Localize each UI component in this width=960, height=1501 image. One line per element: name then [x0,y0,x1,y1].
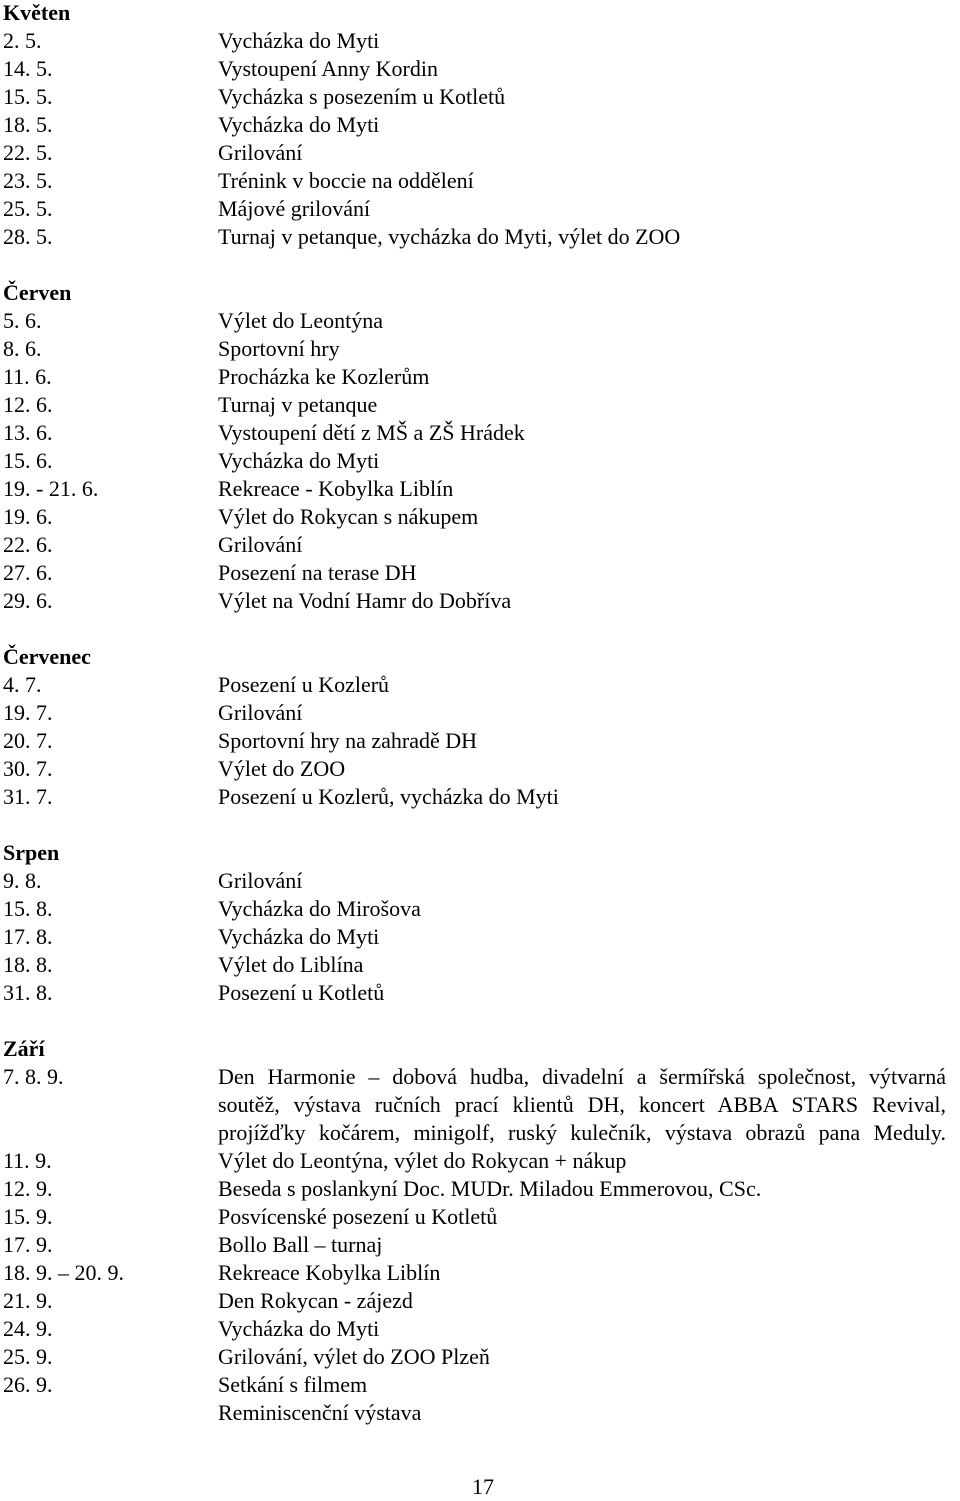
event-description [218,1259,960,1287]
event-row [0,1147,960,1175]
event-row [0,1287,960,1315]
event-description-line: Turnaj v petanque, vycházka do Myti, výlet do ZOO [218,224,681,249]
event-description [218,27,960,55]
event-description [218,1063,960,1147]
event-row [0,671,960,699]
event-date: 26. 9. [3,1372,53,1397]
event-row [0,783,960,811]
event-description-line: Grilování [218,140,303,165]
event-description-line: soutěž, výstava ručních prací klientů DH, koncert ABBA STARS Revival, [218,1092,946,1117]
event-date: 31. 8. [3,980,53,1005]
event-description [218,587,960,615]
event-date: 7. 8. 9. [3,1064,64,1089]
event-row [0,1259,960,1287]
event-date: 30. 7. [3,756,53,781]
event-date: 31. 7. [3,784,53,809]
event-date: 18. 9. – 20. 9. [3,1260,124,1285]
event-date: 4. 7. [3,672,42,697]
event-date: 18. 5. [3,112,53,137]
event-date: 19. - 21. 6. [3,476,99,501]
event-date: 11. 9. [3,1148,52,1173]
event-description [218,111,960,139]
event-row [0,699,960,727]
event-description [218,167,960,195]
event-date: 2. 5. [3,28,42,53]
event-description-line: Sportovní hry [218,336,340,361]
event-date: 20. 7. [3,728,53,753]
event-description-line: Výlet do Rokycan s nákupem [218,504,479,529]
event-description [218,307,960,335]
event-row [0,419,960,447]
event-date: 22. 5. [3,140,53,165]
event-description [218,531,960,559]
event-date: 15. 9. [3,1204,53,1229]
event-description [218,1287,960,1315]
event-row [0,167,960,195]
month-section [0,1035,960,1427]
month-section [0,0,960,251]
event-description [218,55,960,83]
event-date: 21. 9. [3,1288,53,1313]
event-description-line: Trénink v boccie na oddělení [218,168,474,193]
month-title: Květen [3,0,71,25]
event-row [0,1371,960,1427]
event-description-line: Výlet do ZOO [218,756,346,781]
event-description-line: Bollo Ball – turnaj [218,1232,383,1257]
event-date: 17. 9. [3,1232,53,1257]
event-row [0,1343,960,1371]
event-description-line: Vycházka do Myti [218,28,380,53]
event-description [218,727,960,755]
event-description-line: Vycházka do Myti [218,924,380,949]
event-date: 12. 6. [3,392,53,417]
month-section [0,839,960,1007]
event-description-line: Den Rokycan - zájezd [218,1288,413,1313]
event-date: 28. 5. [3,224,53,249]
event-row [0,83,960,111]
event-row [0,1231,960,1259]
event-description-line: Vycházka s posezením u Kotletů [218,84,506,109]
event-row [0,867,960,895]
event-row [0,195,960,223]
event-description-line: Grilování, výlet do ZOO Plzeň [218,1344,490,1369]
event-row [0,1203,960,1231]
event-date: 23. 5. [3,168,53,193]
event-description-line: Vystoupení dětí z MŠ a ZŠ Hrádek [218,420,525,445]
event-description [218,671,960,699]
event-description [218,1315,960,1343]
event-description [218,1371,960,1427]
event-row [0,979,960,1007]
event-description [218,1175,960,1203]
event-description-line: Den Harmonie – dobová hudba, divadelní a šermířská společnost, výtvarná [218,1064,946,1089]
event-description [218,951,960,979]
event-row [0,139,960,167]
event-description-line: Posezení u Kotletů [218,980,385,1005]
event-description-line: Beseda s poslankyní Doc. MUDr. Miladou Emmerovou, CSc. [218,1176,762,1201]
event-description [218,363,960,391]
month-section [0,279,960,615]
event-description-line: projížďky kočárem, minigolf, ruský kulečník, výstava obrazů pana Meduly. [218,1120,946,1145]
event-row [0,391,960,419]
event-date: 15. 5. [3,84,53,109]
event-description [218,1231,960,1259]
month-title: Září [3,1036,45,1061]
event-description [218,195,960,223]
event-row [0,1175,960,1203]
event-description-line: Posezení u Kozlerů, vycházka do Myti [218,784,559,809]
event-description [218,923,960,951]
event-description [218,755,960,783]
event-date: 19. 6. [3,504,53,529]
event-date: 13. 6. [3,420,53,445]
month-section [0,643,960,811]
event-row [0,727,960,755]
event-description-line: Rekreace Kobylka Liblín [218,1260,441,1285]
event-row [0,951,960,979]
event-row [0,1315,960,1343]
event-description [218,83,960,111]
event-description [218,559,960,587]
event-row [0,307,960,335]
event-description [218,447,960,475]
event-date: 17. 8. [3,924,53,949]
event-description-line: Posezení na terase DH [218,560,417,585]
event-description-line: Vycházka do Mirošova [218,896,421,921]
event-description [218,503,960,531]
event-date: 18. 8. [3,952,53,977]
event-date: 19. 7. [3,700,53,725]
month-title: Červenec [3,644,91,669]
event-date: 5. 6. [3,308,42,333]
event-description-line: Grilování [218,532,303,557]
event-row [0,531,960,559]
event-description [218,475,960,503]
event-row [0,587,960,615]
event-date: 14. 5. [3,56,53,81]
event-description [218,419,960,447]
event-description-line: Výlet do Liblína [218,952,364,977]
event-date: 15. 8. [3,896,53,921]
event-row [0,559,960,587]
event-description-line: Vystoupení Anny Kordin [218,56,438,81]
event-description [218,699,960,727]
event-row [0,335,960,363]
event-date: 24. 9. [3,1316,53,1341]
event-row [0,503,960,531]
event-description-line: Sportovní hry na zahradě DH [218,728,478,753]
event-description-line: Posezení u Kozlerů [218,672,390,697]
event-description [218,895,960,923]
event-description-line: Výlet do Leontýna, výlet do Rokycan + nákup [218,1148,627,1173]
event-date: 8. 6. [3,336,42,361]
event-description-line: Májové grilování [218,196,371,221]
event-date: 9. 8. [3,868,42,893]
event-description-line: Výlet na Vodní Hamr do Dobříva [218,588,512,613]
page-number: 17 [472,1474,494,1499]
event-description-line: Reminiscenční výstava [218,1400,422,1425]
event-description [218,223,960,251]
event-date: 29. 6. [3,588,53,613]
event-row [0,223,960,251]
event-description [218,391,960,419]
event-description-line: Turnaj v petanque [218,392,378,417]
event-description-line: Vycházka do Myti [218,1316,380,1341]
month-title: Srpen [3,840,60,865]
event-description-line: Výlet do Leontýna [218,308,383,333]
event-description-line: Posvícenské posezení u Kotletů [218,1204,498,1229]
event-description [218,139,960,167]
event-row [0,111,960,139]
event-row [0,475,960,503]
event-date: 25. 9. [3,1344,53,1369]
event-row [0,447,960,475]
month-title: Červen [3,280,72,305]
event-description-line: Grilování [218,700,303,725]
event-description [218,867,960,895]
event-description-line: Vycházka do Myti [218,112,380,137]
event-description-line: Procházka ke Kozlerům [218,364,430,389]
event-description [218,1203,960,1231]
event-row [0,27,960,55]
event-date: 12. 9. [3,1176,53,1201]
event-date: 22. 6. [3,532,53,557]
event-date: 15. 6. [3,448,53,473]
event-row [0,55,960,83]
event-date: 11. 6. [3,364,52,389]
event-date: 25. 5. [3,196,53,221]
event-description-line: Grilování [218,868,303,893]
event-row [0,1063,960,1147]
event-description-line: Rekreace - Kobylka Liblín [218,476,454,501]
event-row [0,895,960,923]
event-row [0,923,960,951]
event-description-line: Setkání s filmem [218,1372,368,1397]
event-row [0,363,960,391]
event-description-line: Vycházka do Myti [218,448,380,473]
event-description [218,1147,960,1175]
event-description [218,335,960,363]
event-date: 27. 6. [3,560,53,585]
event-row [0,755,960,783]
event-description [218,979,960,1007]
event-description [218,783,960,811]
event-description [218,1343,960,1371]
